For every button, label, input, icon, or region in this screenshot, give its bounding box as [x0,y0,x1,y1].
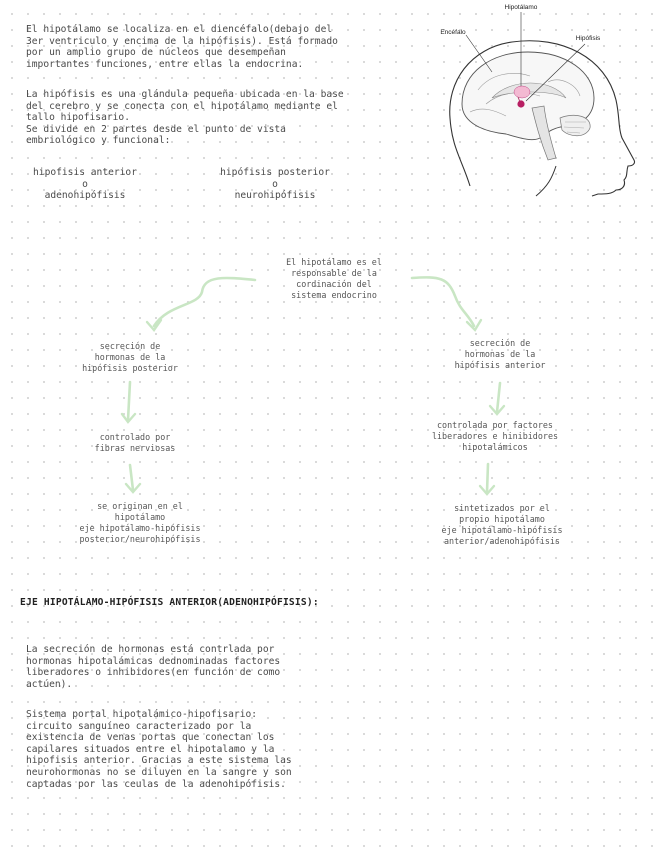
brain-illustration [440,4,634,196]
arrow-right-1-2 [497,383,500,412]
text-line: embriológico y funcional: [26,135,171,147]
text-line: secreción de [99,341,161,351]
section-heading: EJE HIPOTÁLAMO-HIPÓFISIS ANTERIOR(ADENOHIPÓFISIS): [20,597,319,608]
section-paragraph-1 [26,644,280,690]
text-line: propio hipotálamo [459,514,545,524]
text-line: El hipotálamo es el [286,257,382,267]
arrow-left-2-3 [130,465,133,490]
text-line: del cerebro y se conecta con el hipotálamo mediante el [26,100,338,112]
flow-arrows [128,277,500,492]
text-line: hipotalámicos [462,442,528,452]
text-line: se originan en el [97,501,183,511]
text-line: capilares situados entre el hipotalamo y la [26,743,275,755]
text-line: eje hipotálamo-hipófisis [79,523,201,533]
diagram-center [250,257,418,301]
text-line: El hipotálamo se localiza en el diencéfalo(debajo del [26,24,333,35]
section-paragraph-2 [26,709,292,790]
label-hypophysis: Hipófisis [575,35,601,42]
text-line: hipotálamo [114,512,166,522]
text-line: Se divide en 2 partes desde el punto de vista [26,123,286,135]
text-line: controlado por [99,432,171,442]
text-line: eje hipotálamo-hipófisis [441,525,563,535]
text-line: hipófisis anterior [454,360,546,370]
text-line: anterior/adenohipófisis [444,536,560,546]
text-line: sintetizados por el [454,503,550,513]
text-line: hormonas de la [94,352,166,362]
arrow-left-1-2 [128,382,130,420]
diagram-right-box-1 [410,338,590,371]
arrow-right-2-3 [487,464,488,492]
text-line: fibras nerviosas [94,443,176,453]
text-line: circuito sanguíneo caracterizado por la [26,720,252,732]
text-line: hormonas de la [464,349,536,359]
text-line: captadas por las ceulas de la adenohipófisis. [26,778,286,790]
text-line: o [272,178,278,190]
text-line: Sistema portal hipotalámico-hipofisario: [26,709,258,720]
text-line: actúen). [26,678,73,690]
text-line: sistema endocrino [291,290,377,300]
text-line: responsable de la [291,268,377,278]
text-line: hipofisis anterior [33,167,137,178]
label-hypothalamus: Hipotálamo [504,4,538,11]
text-line: posterior/neurohipófisis [79,534,201,544]
text-line: controlada por factores [437,420,553,430]
text-line: neurohormonas no se diluyen en la sangre y son [26,766,292,778]
diagram-right-box-2 [395,420,595,453]
text-line: liberadores o inhibidores(en función de como [26,667,281,679]
diagram-left-box-2 [50,432,220,454]
arrow-center-to-right [412,277,474,326]
text-line: neurohipófisis [234,190,316,202]
text-line: existencia de venas portas que conectan los [26,732,275,744]
text-line: liberadores e hinibidores [431,431,559,441]
text-line: hormonas hipotalámicas dednominadas factores [26,655,281,667]
text-line: adenohipófisis [44,190,126,202]
text-line: importantes funciones, entre ellas la endocrina. [26,58,304,70]
arrow-center-to-left [154,278,255,326]
text-line: hipófisis posterior [82,363,178,373]
label-encephalon: Encéfalo [440,29,466,36]
diagram-left-box-1 [50,341,210,374]
text-line: secreción de [469,338,531,348]
text-line: por un amplio grupo de núcleos que desempeñan [26,47,286,59]
text-line: 3er ventriculo y encima de la hipófisis). Está formado [26,35,338,47]
text-line: hipofisis anterior. Gracias a este sistema las [26,755,292,767]
diagram-right-box-3 [410,503,594,547]
diagram-left-box-3 [45,501,235,545]
text-line: La hipófisis es una glándula pequeña ubicada en la base [26,89,344,100]
text-line: cordinación del [296,279,372,289]
text-line: o [82,178,88,190]
text-line: La secreción de hormonas está contrlada por [26,644,275,655]
text-line: tallo hipofisario. [26,112,130,124]
text-line: hipófisis posterior [220,167,330,178]
